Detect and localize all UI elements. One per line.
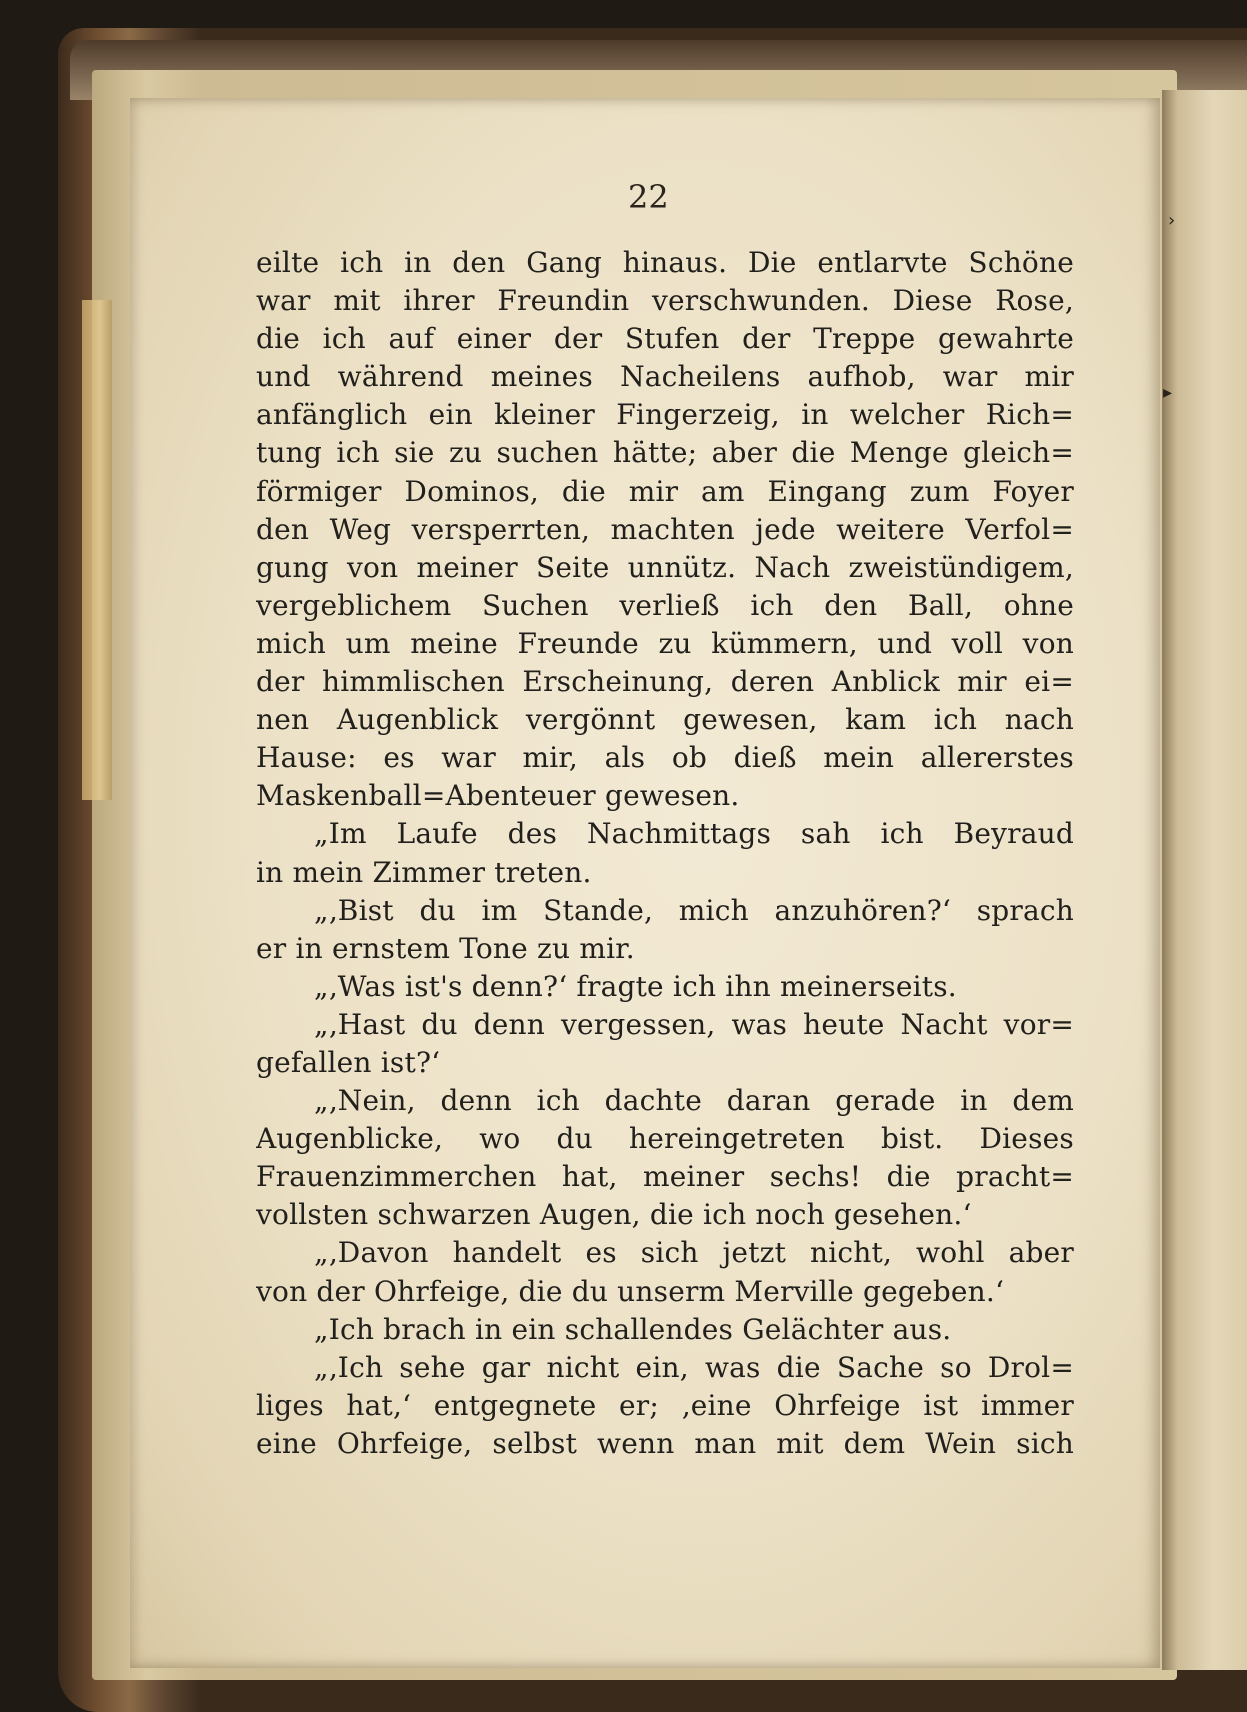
text-line: „Ich brach in ein schallendes Gelächter aus. [314,1312,952,1346]
text-line: er in ernstem Tone zu mir. [256,931,635,965]
text-line: „‚Nein, denn ich dachte daran gerade in dem [314,1084,1074,1118]
text-line: eilte ich in den Gang hinaus. Die entlarvte Schöne [256,246,1074,279]
text-line: vergeblichem Suchen verließ ich den Ball, ohne [256,588,1074,622]
edge-mark-middle: ▸ [1163,382,1173,403]
page-edge-strip [82,300,112,800]
facing-page-edge [1162,90,1247,1670]
text-line: „‚Was ist's denn?‘ fragte ich ihn meinerseits. [314,969,957,1003]
text-line: war mit ihrer Freundin verschwunden. Diese Rose, [256,284,1074,318]
text-line: von der Ohrfeige, die du unserm Merville gegeben.‘ [256,1274,1005,1308]
text-line: tung ich sie zu suchen hätte; aber die Menge gleich= [256,436,1074,470]
text-line: „‚Ich sehe gar nicht ein, was die Sache so Drol= [314,1350,1074,1384]
text-line: förmiger Dominos, die mir am Eingang zum Foyer [256,474,1074,508]
text-line: Maskenball=Abenteuer gewesen. [256,779,740,813]
text-line: nen Augenblick vergönnt gewesen, kam ich nach [256,703,1074,737]
text-line: „‚Bist du im Stande, mich anzuhören?‘ sprach [314,893,1074,927]
text-line: „‚Hast du denn vergessen, was heute Nacht vor= [314,1007,1074,1041]
text-line: Hause: es war mir, als ob dieß mein allererstes [256,741,1074,775]
text-line: Frauenzimmerchen hat, meiner sechs! die pracht= [256,1160,1074,1194]
text-line: die ich auf einer der Stufen der Treppe gewahrte [256,322,1074,356]
text-line: und während meines Nacheilens aufhob, war mir [256,360,1074,394]
text-line: anfänglich ein kleiner Fingerzeig, in welcher Rich= [256,398,1074,432]
text-line: Augenblicke, wo du hereingetreten bist. Dieses [256,1122,1074,1156]
page-text [256,244,1074,1463]
text-line: vollsten schwarzen Augen, die ich noch gesehen.‘ [256,1198,972,1232]
text-line: eine Ohrfeige, selbst wenn man mit dem Wein sich [256,1426,1074,1460]
text-line: „‚Davon handelt es sich jetzt nicht, wohl aber [314,1236,1074,1270]
text-line: gefallen ist?‘ [256,1045,441,1079]
text-line: mich um meine Freunde zu kümmern, und voll von [256,626,1074,660]
text-line: den Weg versperrten, machten jede weitere Verfol= [256,512,1074,546]
page-number: 22 [628,178,669,216]
text-line: „Im Laufe des Nachmittags sah ich Beyraud [314,817,1074,851]
text-line: der himmlischen Erscheinung, deren Anblick mir ei= [256,665,1074,699]
text-line: in mein Zimmer treten. [256,855,592,889]
text-line: liges hat,‘ entgegnete er; ‚eine Ohrfeige ist immer [256,1388,1074,1422]
text-line: gung von meiner Seite unnütz. Nach zweistündigem, [256,550,1074,584]
edge-mark-top: › [1168,210,1176,231]
